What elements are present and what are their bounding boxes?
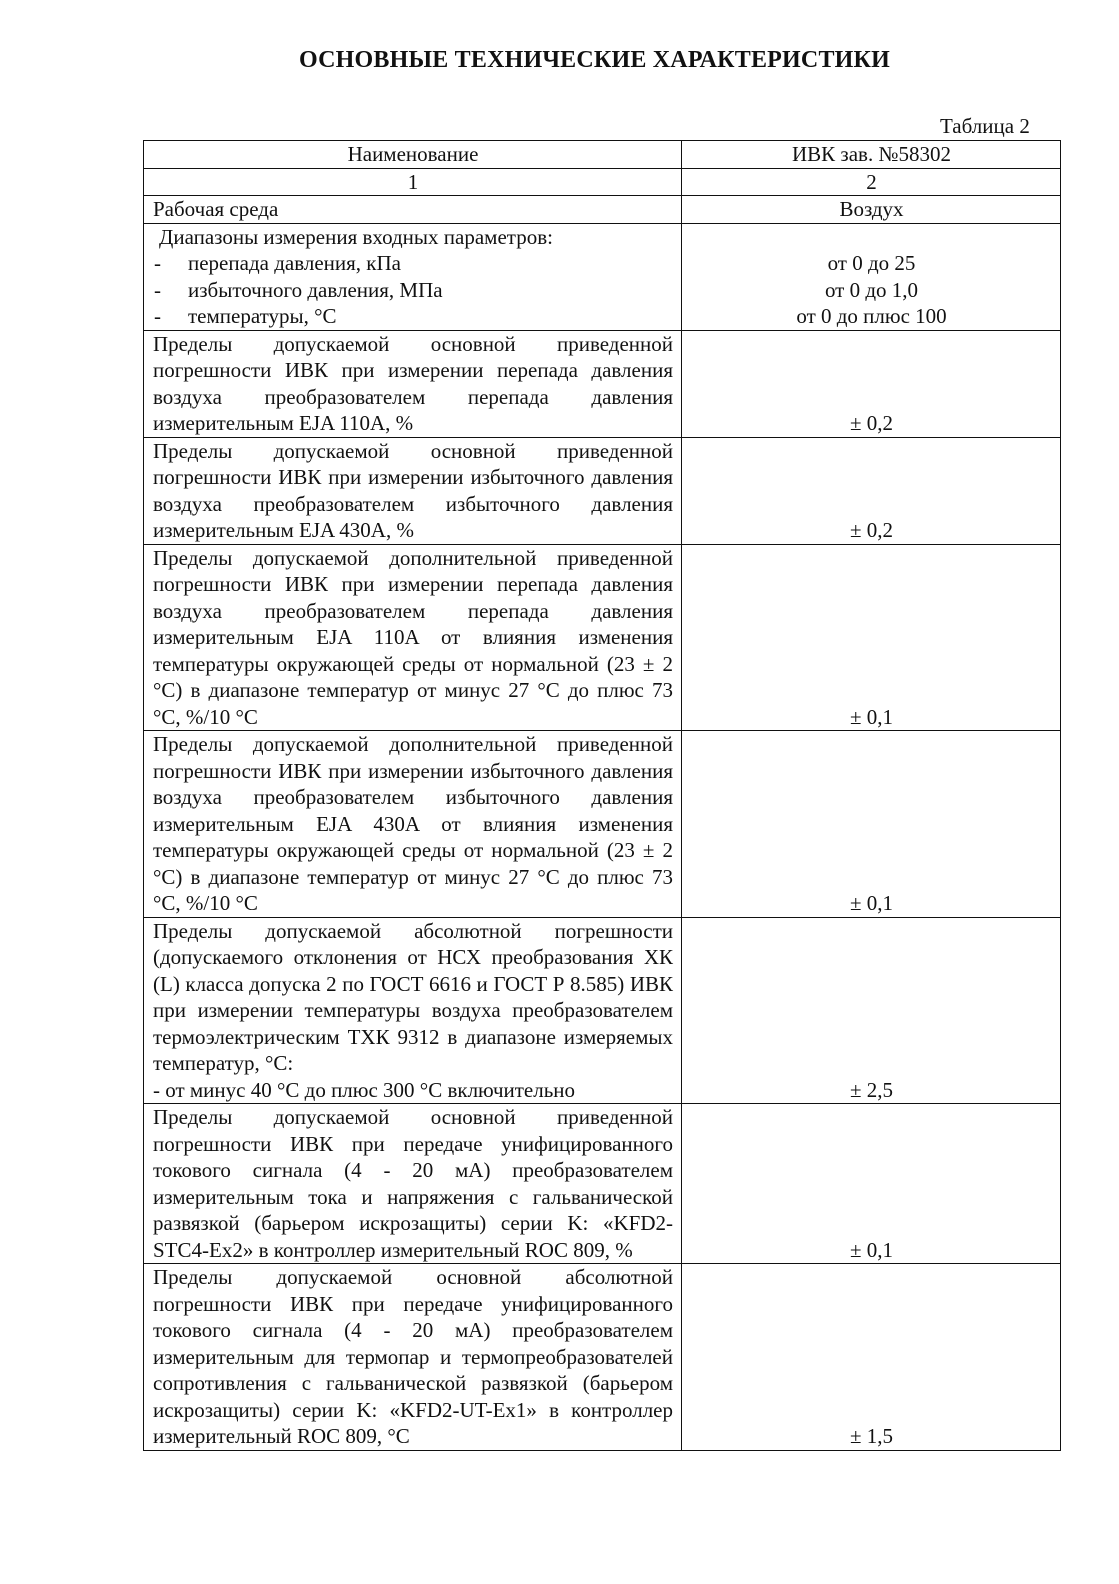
row-value: ± 0,1 — [682, 544, 1061, 731]
list-item: - перепада давления, кПа — [154, 251, 401, 275]
list-item: - температуры, °С — [154, 304, 337, 328]
row-value: ± 0,1 — [682, 1104, 1061, 1264]
row-value — [682, 223, 1061, 330]
table-row — [144, 917, 1061, 1104]
range-value: от 0 до плюс 100 — [796, 304, 947, 328]
table-row — [144, 544, 1061, 731]
row-value: ± 0,1 — [682, 731, 1061, 918]
spec-table — [143, 140, 1061, 1451]
list-item: - избыточного давления, МПа — [154, 277, 443, 302]
range-value: от 0 до 1,0 — [824, 277, 919, 302]
table-row — [144, 1264, 1061, 1451]
column-number-row — [144, 168, 1061, 196]
row-name: Пределы допускаемой дополнительной приведенной погрешности ИВК при измерении перепада давления воздуха преобразователем перепада давления измерительным EJA 110A от влияния изменения температуры окружающей среды от нормальной (23 ± 2 °С) в диапазоне температур от минус 27 °С до плюс 73 °С, %/10 °С — [144, 544, 682, 731]
row-value: ± 0,2 — [682, 437, 1061, 544]
row-value: Воздух — [682, 196, 1061, 224]
ranges-intro: Диапазоны измерения входных параметров: — [159, 224, 553, 249]
table-header-row — [144, 141, 1061, 169]
row-value: ± 0,2 — [682, 330, 1061, 437]
table-row — [144, 437, 1061, 544]
column-number-2: 2 — [682, 168, 1061, 196]
range-label: перепада давления, кПа — [188, 251, 401, 275]
row-name — [144, 223, 682, 330]
range-value: от 0 до 25 — [827, 251, 916, 275]
row-name: Пределы допускаемой основной приведенной погрешности ИВК при передаче унифицированного токового сигнала (4 - 20 мА) преобразователем измерительным тока и напряжения с гальванической развязкой (барьером искрозащиты) серии K: «KFD2-STC4-Ex2» в контроллер измерительный ROC 809, % — [144, 1104, 682, 1264]
table-row — [144, 196, 1061, 224]
row-name: Рабочая среда — [144, 196, 682, 224]
row-name: Пределы допускаемой основной абсолютной погрешности ИВК при передаче унифицированного токового сигнала (4 - 20 мА) преобразователем измерительным для термопар и термопреобразователей сопротивления с гальванической развязкой (барьером искрозащиты) серии K: «KFD2-UT-Ex1» в контроллер измерительный ROC 809, °С — [144, 1264, 682, 1451]
table-row — [144, 223, 1061, 330]
range-label: температуры, °С — [188, 304, 337, 328]
table-row — [144, 1104, 1061, 1264]
header-name: Наименование — [144, 141, 682, 169]
range-label: избыточного давления, МПа — [188, 277, 443, 302]
column-number-1: 1 — [144, 168, 682, 196]
table-label: Таблица 2 — [940, 114, 1030, 138]
row-name: Пределы допускаемой основной приведенной погрешности ИВК при измерении перепада давления воздуха преобразователем перепада давления измерительным EJA 110A, % — [144, 330, 682, 437]
table-row — [144, 731, 1061, 918]
row-name: Пределы допускаемой дополнительной приведенной погрешности ИВК при измерении избыточного давления воздуха преобразователем избыточного давления измерительным EJA 430A от влияния изменения температуры окружающей среды от нормальной (23 ± 2 °С) в диапазоне температур от минус 27 °С до плюс 73 °С, %/10 °С — [144, 731, 682, 918]
row-value: ± 1,5 — [682, 1264, 1061, 1451]
row-name: Пределы допускаемой основной приведенной погрешности ИВК при измерении избыточного давления воздуха преобразователем избыточного давления измерительным EJA 430A, % — [144, 437, 682, 544]
document-title: ОСНОВНЫЕ ТЕХНИЧЕСКИЕ ХАРАКТЕРИСТИКИ — [298, 47, 890, 73]
row-name — [144, 917, 682, 1104]
table-row — [144, 330, 1061, 437]
row-value: ± 2,5 — [682, 917, 1061, 1104]
row-subline: - от минус 40 °С до плюс 300 °С включительно — [153, 1077, 576, 1102]
row-name-text: Пределы допускаемой абсолютной погрешности (допускаемого отклонения от НСХ преобразования ХК (L) класса допуска 2 по ГОСТ 6616 и ГОСТ Р 8.585) ИВК при измерении температуры воздуха преобразователем термоэлектрическим ТХК 9312 в диапазоне измеряемых температур, °С: — [153, 918, 673, 1075]
header-value: ИВК зав. №58302 — [682, 141, 1061, 169]
